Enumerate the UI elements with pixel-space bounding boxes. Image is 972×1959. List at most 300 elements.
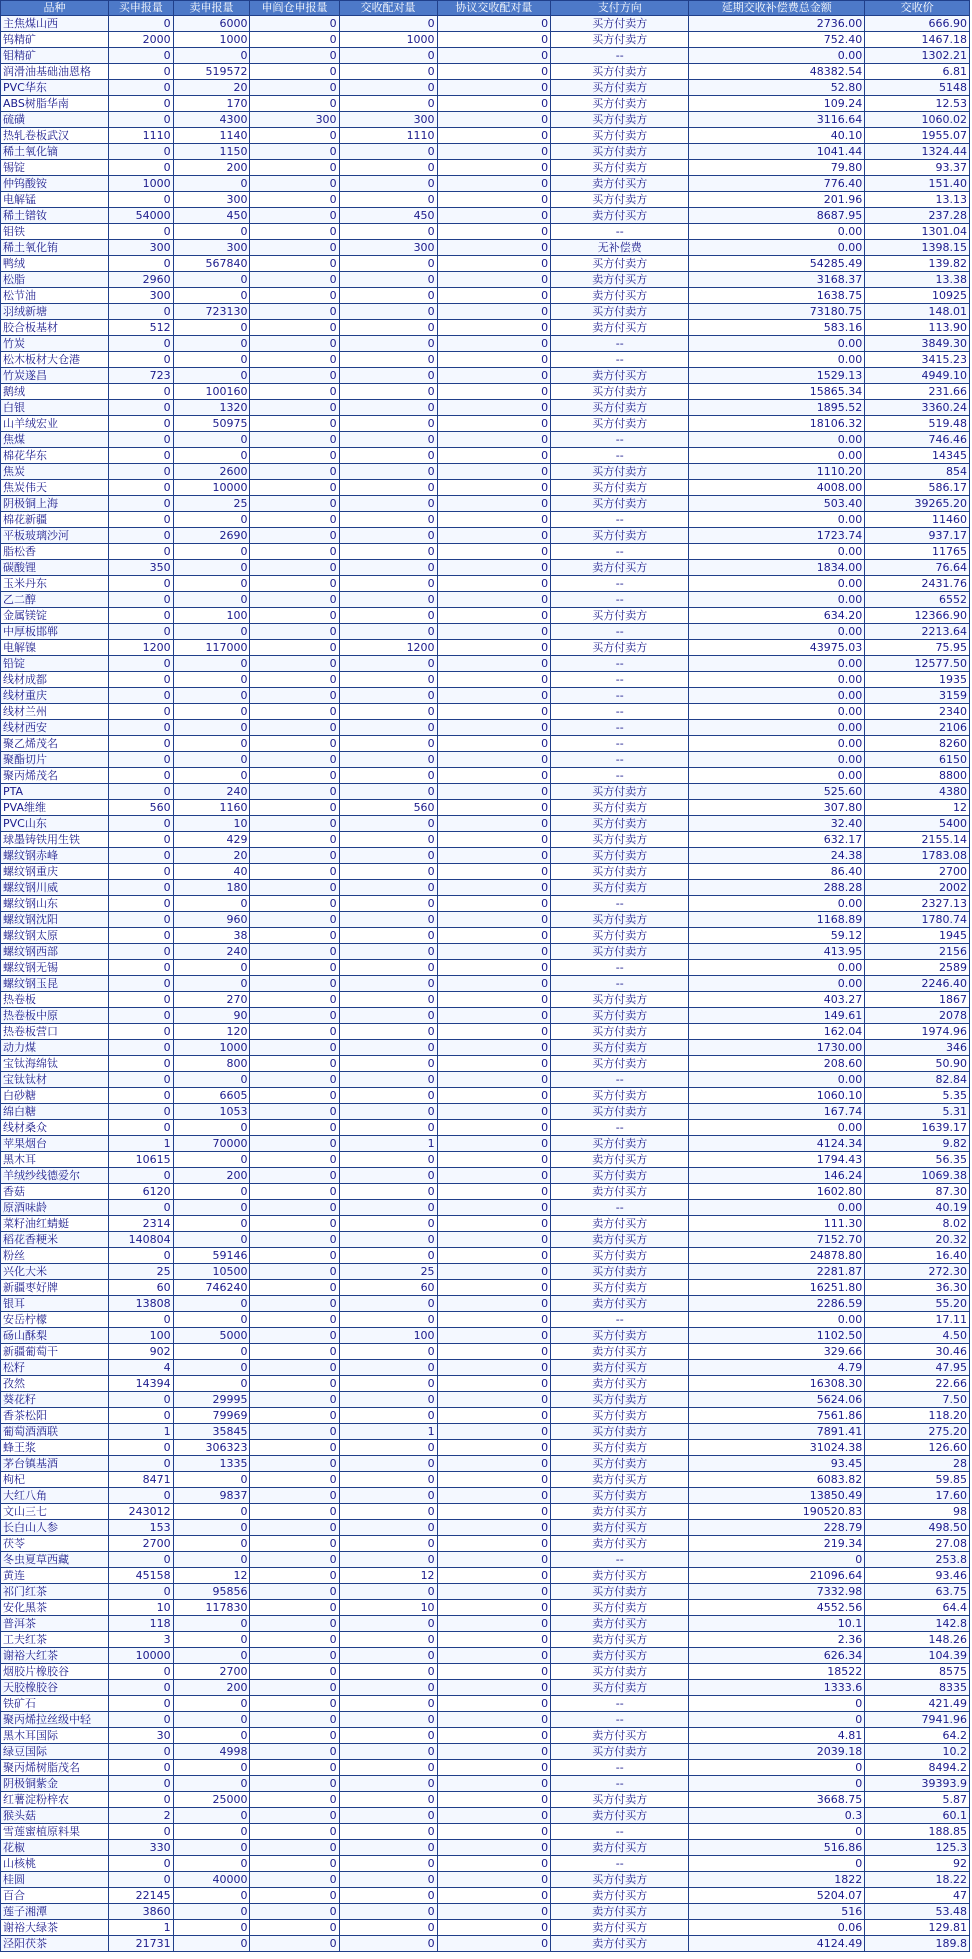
cell-compensation: 0.00 — [689, 448, 865, 464]
cell-compensation: 32.40 — [689, 816, 865, 832]
cell-middle-qty: 0 — [250, 256, 339, 272]
cell-sell-qty: 0 — [173, 1920, 250, 1936]
cell-middle-qty: 0 — [250, 1120, 339, 1136]
cell-matched-qty: 0 — [339, 752, 437, 768]
cell-agreement-qty: 0 — [437, 16, 551, 32]
table-row — [1, 784, 970, 800]
table-row — [1, 464, 970, 480]
cell-sell-qty: 0 — [173, 1216, 250, 1232]
cell-buy-qty: 0 — [109, 784, 174, 800]
cell-middle-qty: 0 — [250, 128, 339, 144]
cell-pay-direction: 买方付卖方 — [551, 112, 689, 128]
cell-agreement-qty: 0 — [437, 240, 551, 256]
cell-pay-direction: 卖方付买方 — [551, 1216, 689, 1232]
cell-agreement-qty: 0 — [437, 800, 551, 816]
cell-middle-qty: 0 — [250, 1760, 339, 1776]
cell-product: 谢裕大绿茶 — [1, 1920, 109, 1936]
cell-product: 泾阳茯茶 — [1, 1936, 109, 1952]
cell-compensation: 626.34 — [689, 1648, 865, 1664]
cell-middle-qty: 0 — [250, 544, 339, 560]
cell-delivery-price: 1780.74 — [865, 912, 970, 928]
cell-delivery-price: 498.50 — [865, 1520, 970, 1536]
table-row — [1, 1344, 970, 1360]
cell-compensation: 4552.56 — [689, 1600, 865, 1616]
cell-product: 聚丙烯茂名 — [1, 768, 109, 784]
cell-delivery-price: 92 — [865, 1856, 970, 1872]
cell-agreement-qty: 0 — [437, 1280, 551, 1296]
cell-buy-qty: 0 — [109, 192, 174, 208]
table-row — [1, 1376, 970, 1392]
table-row — [1, 912, 970, 928]
cell-matched-qty: 0 — [339, 1648, 437, 1664]
cell-agreement-qty: 0 — [437, 1152, 551, 1168]
cell-delivery-price: 17.60 — [865, 1488, 970, 1504]
cell-matched-qty: 0 — [339, 704, 437, 720]
cell-compensation: 0.06 — [689, 1920, 865, 1936]
cell-buy-qty: 0 — [109, 1008, 174, 1024]
cell-delivery-price: 272.30 — [865, 1264, 970, 1280]
cell-buy-qty: 0 — [109, 1856, 174, 1872]
cell-delivery-price: 746.46 — [865, 432, 970, 448]
cell-product: 螺纹钢无锡 — [1, 960, 109, 976]
cell-agreement-qty: 0 — [437, 1024, 551, 1040]
cell-delivery-price: 104.39 — [865, 1648, 970, 1664]
cell-agreement-qty: 0 — [437, 464, 551, 480]
cell-agreement-qty: 0 — [437, 1248, 551, 1264]
cell-delivery-price: 75.95 — [865, 640, 970, 656]
cell-product: 焦炭伟天 — [1, 480, 109, 496]
cell-pay-direction: 卖方付买方 — [551, 1616, 689, 1632]
cell-product: 主焦煤山西 — [1, 16, 109, 32]
cell-matched-qty: 0 — [339, 1296, 437, 1312]
cell-sell-qty: 12 — [173, 1568, 250, 1584]
cell-matched-qty: 0 — [339, 768, 437, 784]
cell-middle-qty: 0 — [250, 864, 339, 880]
cell-pay-direction: 卖方付买方 — [551, 208, 689, 224]
cell-buy-qty: 0 — [109, 912, 174, 928]
cell-pay-direction: -- — [551, 1824, 689, 1840]
cell-pay-direction: 卖方付买方 — [551, 1840, 689, 1856]
cell-buy-qty: 0 — [109, 976, 174, 992]
cell-product: 黄连 — [1, 1568, 109, 1584]
cell-sell-qty: 90 — [173, 1008, 250, 1024]
cell-middle-qty: 0 — [250, 1248, 339, 1264]
cell-agreement-qty: 0 — [437, 1488, 551, 1504]
cell-sell-qty: 1160 — [173, 800, 250, 816]
table-body — [1, 16, 970, 1952]
table-row — [1, 448, 970, 464]
cell-matched-qty: 0 — [339, 1920, 437, 1936]
cell-delivery-price: 346 — [865, 1040, 970, 1056]
cell-delivery-price: 76.64 — [865, 560, 970, 576]
table-row — [1, 320, 970, 336]
cell-middle-qty: 0 — [250, 1312, 339, 1328]
cell-sell-qty: 200 — [173, 1168, 250, 1184]
cell-compensation: 93.45 — [689, 1456, 865, 1472]
cell-pay-direction: 卖方付买方 — [551, 1232, 689, 1248]
cell-product: 钼精矿 — [1, 48, 109, 64]
cell-product: PTA — [1, 784, 109, 800]
cell-matched-qty: 0 — [339, 480, 437, 496]
cell-compensation: 1834.00 — [689, 560, 865, 576]
cell-delivery-price: 64.4 — [865, 1600, 970, 1616]
cell-product: 聚丙烯树脂茂名 — [1, 1760, 109, 1776]
cell-agreement-qty: 0 — [437, 48, 551, 64]
cell-delivery-price: 5148 — [865, 80, 970, 96]
table-row — [1, 1712, 970, 1728]
cell-sell-qty: 100 — [173, 608, 250, 624]
cell-compensation: 0.00 — [689, 896, 865, 912]
col-header-pay-direction: 支付方向 — [551, 1, 689, 16]
cell-agreement-qty: 0 — [437, 400, 551, 416]
cell-middle-qty: 0 — [250, 624, 339, 640]
cell-matched-qty: 0 — [339, 1392, 437, 1408]
cell-pay-direction: -- — [551, 576, 689, 592]
cell-compensation: 0.00 — [689, 336, 865, 352]
cell-sell-qty: 240 — [173, 944, 250, 960]
cell-sell-qty: 0 — [173, 1536, 250, 1552]
cell-sell-qty: 723130 — [173, 304, 250, 320]
cell-delivery-price: 50.90 — [865, 1056, 970, 1072]
table-row — [1, 1184, 970, 1200]
cell-pay-direction: 卖方付买方 — [551, 176, 689, 192]
cell-middle-qty: 0 — [250, 816, 339, 832]
cell-matched-qty: 0 — [339, 1552, 437, 1568]
cell-compensation: 21096.64 — [689, 1568, 865, 1584]
cell-middle-qty: 0 — [250, 1536, 339, 1552]
table-row — [1, 944, 970, 960]
cell-buy-qty: 0 — [109, 352, 174, 368]
cell-pay-direction: 买方付卖方 — [551, 1456, 689, 1472]
cell-buy-qty: 10000 — [109, 1648, 174, 1664]
cell-pay-direction: 卖方付买方 — [551, 1568, 689, 1584]
cell-delivery-price: 39393.9 — [865, 1776, 970, 1792]
cell-middle-qty: 0 — [250, 1776, 339, 1792]
cell-pay-direction: -- — [551, 1120, 689, 1136]
cell-pay-direction: 买方付卖方 — [551, 64, 689, 80]
cell-middle-qty: 0 — [250, 1296, 339, 1312]
cell-compensation: 5204.07 — [689, 1888, 865, 1904]
cell-middle-qty: 0 — [250, 1920, 339, 1936]
cell-agreement-qty: 0 — [437, 1824, 551, 1840]
cell-middle-qty: 0 — [250, 1184, 339, 1200]
cell-matched-qty: 0 — [339, 544, 437, 560]
cell-compensation: 0.00 — [689, 704, 865, 720]
cell-middle-qty: 0 — [250, 672, 339, 688]
cell-middle-qty: 0 — [250, 1024, 339, 1040]
table-row — [1, 640, 970, 656]
cell-pay-direction: 无补偿费 — [551, 240, 689, 256]
cell-compensation: 3668.75 — [689, 1792, 865, 1808]
cell-compensation: 0.00 — [689, 576, 865, 592]
cell-sell-qty: 800 — [173, 1056, 250, 1072]
cell-pay-direction: 卖方付买方 — [551, 1472, 689, 1488]
cell-middle-qty: 0 — [250, 512, 339, 528]
cell-matched-qty: 0 — [339, 864, 437, 880]
cell-delivery-price: 8.02 — [865, 1216, 970, 1232]
cell-middle-qty: 0 — [250, 576, 339, 592]
cell-middle-qty: 0 — [250, 336, 339, 352]
table-row — [1, 672, 970, 688]
table-row — [1, 1664, 970, 1680]
cell-middle-qty: 0 — [250, 528, 339, 544]
cell-middle-qty: 0 — [250, 192, 339, 208]
cell-buy-qty: 0 — [109, 64, 174, 80]
cell-matched-qty: 0 — [339, 80, 437, 96]
cell-matched-qty: 0 — [339, 336, 437, 352]
cell-product: 焦炭 — [1, 464, 109, 480]
cell-middle-qty: 0 — [250, 1856, 339, 1872]
cell-delivery-price: 126.60 — [865, 1440, 970, 1456]
cell-agreement-qty: 0 — [437, 1056, 551, 1072]
cell-middle-qty: 0 — [250, 768, 339, 784]
cell-delivery-price: 1639.17 — [865, 1120, 970, 1136]
cell-delivery-price: 6552 — [865, 592, 970, 608]
cell-compensation: 0 — [689, 1776, 865, 1792]
cell-middle-qty: 0 — [250, 1408, 339, 1424]
cell-product: 乙二醇 — [1, 592, 109, 608]
cell-compensation: 219.34 — [689, 1536, 865, 1552]
cell-product: 宝钛钛材 — [1, 1072, 109, 1088]
cell-buy-qty: 0 — [109, 1552, 174, 1568]
cell-middle-qty: 0 — [250, 432, 339, 448]
cell-middle-qty: 0 — [250, 1472, 339, 1488]
cell-product: 脂松香 — [1, 544, 109, 560]
table-row — [1, 1840, 970, 1856]
cell-buy-qty: 300 — [109, 288, 174, 304]
cell-matched-qty: 0 — [339, 672, 437, 688]
cell-delivery-price: 39265.20 — [865, 496, 970, 512]
cell-pay-direction: 卖方付买方 — [551, 1888, 689, 1904]
cell-sell-qty: 0 — [173, 1776, 250, 1792]
cell-delivery-price: 12577.50 — [865, 656, 970, 672]
cell-product: 羊绒纱线德爱尔 — [1, 1168, 109, 1184]
cell-delivery-price: 4949.10 — [865, 368, 970, 384]
cell-delivery-price: 6150 — [865, 752, 970, 768]
cell-agreement-qty: 0 — [437, 544, 551, 560]
cell-product: 普洱茶 — [1, 1616, 109, 1632]
cell-agreement-qty: 0 — [437, 1328, 551, 1344]
cell-sell-qty: 0 — [173, 1936, 250, 1952]
cell-pay-direction: 卖方付买方 — [551, 1376, 689, 1392]
cell-delivery-price: 20.32 — [865, 1232, 970, 1248]
cell-compensation: 776.40 — [689, 176, 865, 192]
table-row — [1, 1872, 970, 1888]
cell-matched-qty: 0 — [339, 1360, 437, 1376]
cell-product: 桂圆 — [1, 1872, 109, 1888]
cell-delivery-price: 59.85 — [865, 1472, 970, 1488]
cell-agreement-qty: 0 — [437, 160, 551, 176]
cell-sell-qty: 567840 — [173, 256, 250, 272]
cell-sell-qty: 50975 — [173, 416, 250, 432]
cell-middle-qty: 0 — [250, 928, 339, 944]
cell-delivery-price: 10.2 — [865, 1744, 970, 1760]
cell-product: 钨精矿 — [1, 32, 109, 48]
cell-delivery-price: 1783.08 — [865, 848, 970, 864]
cell-matched-qty: 0 — [339, 880, 437, 896]
cell-pay-direction: 买方付卖方 — [551, 1280, 689, 1296]
cell-agreement-qty: 0 — [437, 320, 551, 336]
cell-pay-direction: 买方付卖方 — [551, 1584, 689, 1600]
cell-matched-qty: 0 — [339, 1536, 437, 1552]
cell-compensation: 0.00 — [689, 432, 865, 448]
cell-pay-direction: 买方付卖方 — [551, 1088, 689, 1104]
cell-agreement-qty: 0 — [437, 1312, 551, 1328]
cell-agreement-qty: 0 — [437, 288, 551, 304]
cell-delivery-price: 1867 — [865, 992, 970, 1008]
cell-agreement-qty: 0 — [437, 1216, 551, 1232]
cell-compensation: 0.00 — [689, 1120, 865, 1136]
cell-pay-direction: 卖方付买方 — [551, 288, 689, 304]
cell-delivery-price: 8494.2 — [865, 1760, 970, 1776]
cell-product: 动力煤 — [1, 1040, 109, 1056]
cell-matched-qty: 0 — [339, 272, 437, 288]
cell-delivery-price: 231.66 — [865, 384, 970, 400]
cell-product: 山核桃 — [1, 1856, 109, 1872]
cell-delivery-price: 148.26 — [865, 1632, 970, 1648]
cell-matched-qty: 0 — [339, 912, 437, 928]
cell-compensation: 1638.75 — [689, 288, 865, 304]
cell-pay-direction: 买方付卖方 — [551, 880, 689, 896]
cell-product: 谢裕大红茶 — [1, 1648, 109, 1664]
cell-buy-qty: 243012 — [109, 1504, 174, 1520]
table-row — [1, 544, 970, 560]
cell-matched-qty: 0 — [339, 1904, 437, 1920]
cell-compensation: 288.28 — [689, 880, 865, 896]
cell-pay-direction: -- — [551, 1760, 689, 1776]
cell-buy-qty: 10 — [109, 1600, 174, 1616]
table-row — [1, 1040, 970, 1056]
cell-delivery-price: 189.8 — [865, 1936, 970, 1952]
cell-product: 铅锭 — [1, 656, 109, 672]
cell-sell-qty: 0 — [173, 1360, 250, 1376]
cell-pay-direction: 买方付卖方 — [551, 1488, 689, 1504]
cell-matched-qty: 0 — [339, 656, 437, 672]
cell-buy-qty: 1000 — [109, 176, 174, 192]
cell-delivery-price: 937.17 — [865, 528, 970, 544]
cell-compensation: 15865.34 — [689, 384, 865, 400]
cell-product: 砀山酥梨 — [1, 1328, 109, 1344]
cell-buy-qty: 0 — [109, 112, 174, 128]
cell-product: 热轧卷板武汉 — [1, 128, 109, 144]
cell-buy-qty: 0 — [109, 1200, 174, 1216]
cell-agreement-qty: 0 — [437, 928, 551, 944]
cell-product: 松木板材大仓港 — [1, 352, 109, 368]
cell-delivery-price: 1955.07 — [865, 128, 970, 144]
cell-agreement-qty: 0 — [437, 1536, 551, 1552]
cell-pay-direction: -- — [551, 624, 689, 640]
table-row — [1, 64, 970, 80]
cell-pay-direction: 买方付卖方 — [551, 16, 689, 32]
cell-matched-qty: 0 — [339, 1872, 437, 1888]
cell-compensation: 1168.89 — [689, 912, 865, 928]
cell-delivery-price: 118.20 — [865, 1408, 970, 1424]
cell-buy-qty: 0 — [109, 1168, 174, 1184]
cell-pay-direction: 买方付卖方 — [551, 256, 689, 272]
cell-product: 黑木耳 — [1, 1152, 109, 1168]
table-row — [1, 16, 970, 32]
cell-pay-direction: 买方付卖方 — [551, 1104, 689, 1120]
cell-compensation: 1060.10 — [689, 1088, 865, 1104]
cell-matched-qty: 0 — [339, 1056, 437, 1072]
table-row — [1, 768, 970, 784]
cell-matched-qty: 0 — [339, 1744, 437, 1760]
cell-buy-qty: 0 — [109, 432, 174, 448]
cell-sell-qty: 29995 — [173, 1392, 250, 1408]
cell-delivery-price: 421.49 — [865, 1696, 970, 1712]
cell-pay-direction: 买方付卖方 — [551, 1264, 689, 1280]
cell-delivery-price: 93.46 — [865, 1568, 970, 1584]
cell-sell-qty: 0 — [173, 368, 250, 384]
cell-compensation: 1794.43 — [689, 1152, 865, 1168]
cell-pay-direction: 买方付卖方 — [551, 128, 689, 144]
cell-matched-qty: 0 — [339, 560, 437, 576]
table-row — [1, 1168, 970, 1184]
cell-buy-qty: 0 — [109, 848, 174, 864]
cell-matched-qty: 1 — [339, 1136, 437, 1152]
cell-middle-qty: 0 — [250, 448, 339, 464]
table-row — [1, 1520, 970, 1536]
table-row — [1, 48, 970, 64]
table-row — [1, 32, 970, 48]
cell-delivery-price: 3415.23 — [865, 352, 970, 368]
cell-sell-qty: 38 — [173, 928, 250, 944]
cell-compensation: 0.00 — [689, 1072, 865, 1088]
cell-product: 长白山人参 — [1, 1520, 109, 1536]
table-row — [1, 192, 970, 208]
cell-buy-qty: 0 — [109, 1024, 174, 1040]
cell-matched-qty: 0 — [339, 1472, 437, 1488]
cell-compensation: 516 — [689, 1904, 865, 1920]
cell-agreement-qty: 0 — [437, 992, 551, 1008]
cell-pay-direction: 买方付卖方 — [551, 80, 689, 96]
cell-sell-qty: 10 — [173, 816, 250, 832]
table-row — [1, 1120, 970, 1136]
cell-product: 葡萄酒酒联 — [1, 1424, 109, 1440]
cell-product: 线材兰州 — [1, 704, 109, 720]
cell-compensation: 3168.37 — [689, 272, 865, 288]
cell-matched-qty: 0 — [339, 1808, 437, 1824]
cell-compensation: 1110.20 — [689, 464, 865, 480]
cell-product: 棉花华东 — [1, 448, 109, 464]
cell-product: 冬虫夏草西藏 — [1, 1552, 109, 1568]
cell-delivery-price: 1069.38 — [865, 1168, 970, 1184]
cell-product: 螺纹钢太原 — [1, 928, 109, 944]
cell-product: 工夫红茶 — [1, 1632, 109, 1648]
cell-sell-qty: 0 — [173, 1072, 250, 1088]
cell-buy-qty: 0 — [109, 48, 174, 64]
cell-compensation: 79.80 — [689, 160, 865, 176]
cell-compensation: 0 — [689, 1696, 865, 1712]
cell-sell-qty: 0 — [173, 624, 250, 640]
cell-sell-qty: 200 — [173, 1680, 250, 1696]
cell-delivery-price: 13.13 — [865, 192, 970, 208]
cell-compensation: 1041.44 — [689, 144, 865, 160]
cell-middle-qty: 0 — [250, 992, 339, 1008]
cell-pay-direction: -- — [551, 896, 689, 912]
cell-delivery-price: 253.8 — [865, 1552, 970, 1568]
cell-matched-qty: 0 — [339, 368, 437, 384]
cell-matched-qty: 560 — [339, 800, 437, 816]
cell-middle-qty: 0 — [250, 1712, 339, 1728]
cell-middle-qty: 0 — [250, 160, 339, 176]
cell-pay-direction: -- — [551, 752, 689, 768]
cell-agreement-qty: 0 — [437, 432, 551, 448]
cell-compensation: 40.10 — [689, 128, 865, 144]
cell-matched-qty: 0 — [339, 1040, 437, 1056]
table-row — [1, 1440, 970, 1456]
cell-delivery-price: 56.35 — [865, 1152, 970, 1168]
